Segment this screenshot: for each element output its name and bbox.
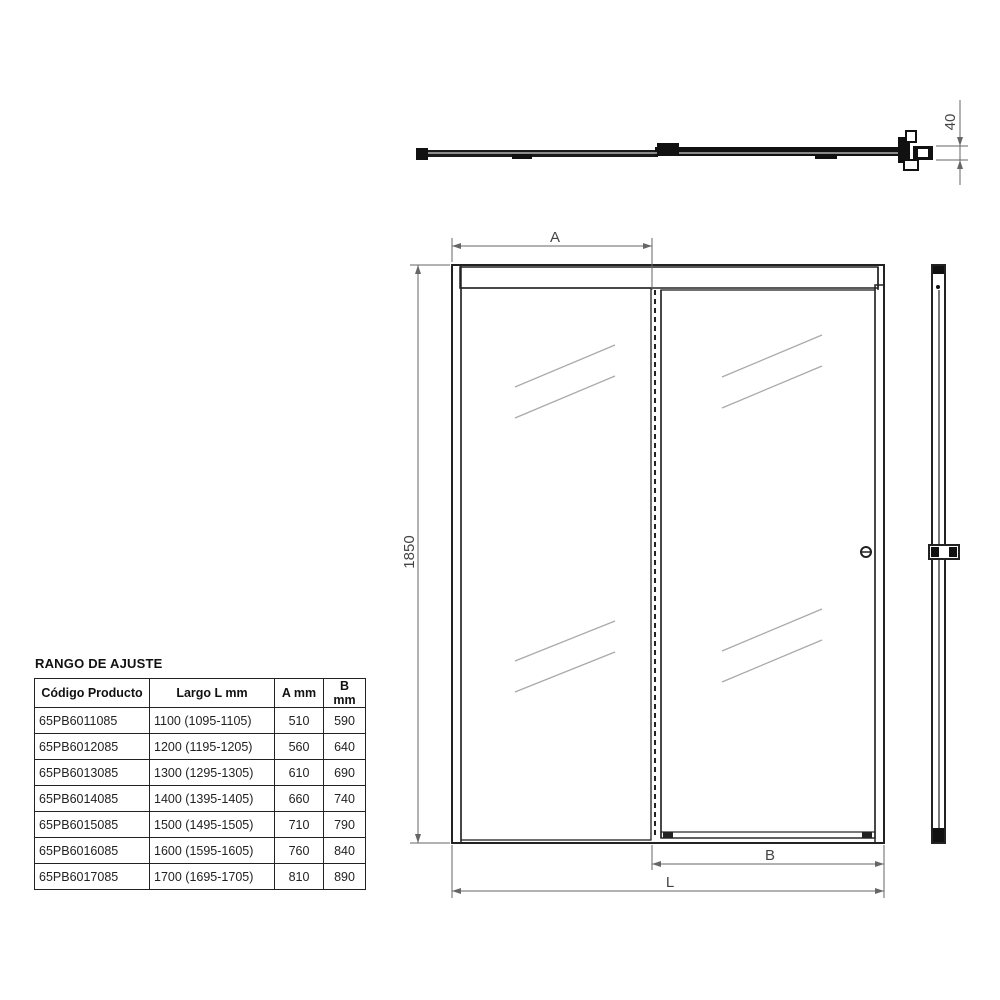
cell-product-code: 65PB6014085 [35,786,150,812]
sliding-glass-panel [661,290,875,838]
header-length: Largo L mm [150,679,275,708]
cell-product-code: 65PB6011085 [35,708,150,734]
side-view [929,265,959,843]
header-b: B mm [324,679,366,708]
cell-a: 810 [275,864,324,890]
left-wall-profile [452,265,461,843]
cell-b: 640 [324,734,366,760]
cell-a: 560 [275,734,324,760]
profile-dimension [936,100,968,185]
header-a: A mm [275,679,324,708]
table-row [35,812,366,838]
cell-a: 760 [275,838,324,864]
cell-length: 1400 (1395-1405) [150,786,275,812]
cell-product-code: 65PB6015085 [35,812,150,838]
top-view [416,131,933,170]
cell-b: 790 [324,812,366,838]
cell-b: 740 [324,786,366,812]
glass-reflections [515,335,822,692]
cell-product-code: 65PB6017085 [35,864,150,890]
cell-length: 1300 (1295-1305) [150,760,275,786]
cell-length: 1100 (1095-1105) [150,708,275,734]
table-row [35,838,366,864]
top-view-left-end [416,148,428,160]
dimension-a-label: A [549,229,561,246]
cell-length: 1600 (1595-1605) [150,838,275,864]
header-product-code: Código Producto [35,679,150,708]
right-wall-profile [875,285,884,843]
cell-product-code: 65PB6016085 [35,838,150,864]
table-row [35,760,366,786]
profile-dimension-label: 40 [942,113,959,131]
cell-b: 590 [324,708,366,734]
front-view [452,265,884,843]
cell-length: 1500 (1495-1505) [150,812,275,838]
top-view-roller-right [815,154,837,159]
table-header-row [35,679,366,708]
cell-length: 1700 (1695-1705) [150,864,275,890]
fixed-glass-panel [461,288,651,840]
dimension-l-label: L [665,874,675,891]
table-title: RANGO DE AJUSTE [35,656,163,671]
cell-product-code: 65PB6012085 [35,734,150,760]
table-row [35,708,366,734]
bottom-guide [661,832,875,838]
outer-frame [452,265,884,843]
cell-b: 840 [324,838,366,864]
dimension-height-label: 1850 [401,535,418,569]
cell-a: 660 [275,786,324,812]
dimension-lines [410,238,884,898]
dimension-b-label: B [764,847,776,864]
cell-b: 890 [324,864,366,890]
cell-length: 1200 (1195-1205) [150,734,275,760]
adjustment-range-table [34,678,366,890]
top-view-handle-block [657,143,679,156]
top-view-rail-sliding [655,147,903,156]
table-row [35,734,366,760]
table-row [35,786,366,812]
top-view-roller-left [512,154,532,159]
top-rail [460,267,878,288]
cell-a: 710 [275,812,324,838]
table-row [35,864,366,890]
cell-a: 510 [275,708,324,734]
cell-product-code: 65PB6013085 [35,760,150,786]
cell-a: 610 [275,760,324,786]
cell-b: 690 [324,760,366,786]
